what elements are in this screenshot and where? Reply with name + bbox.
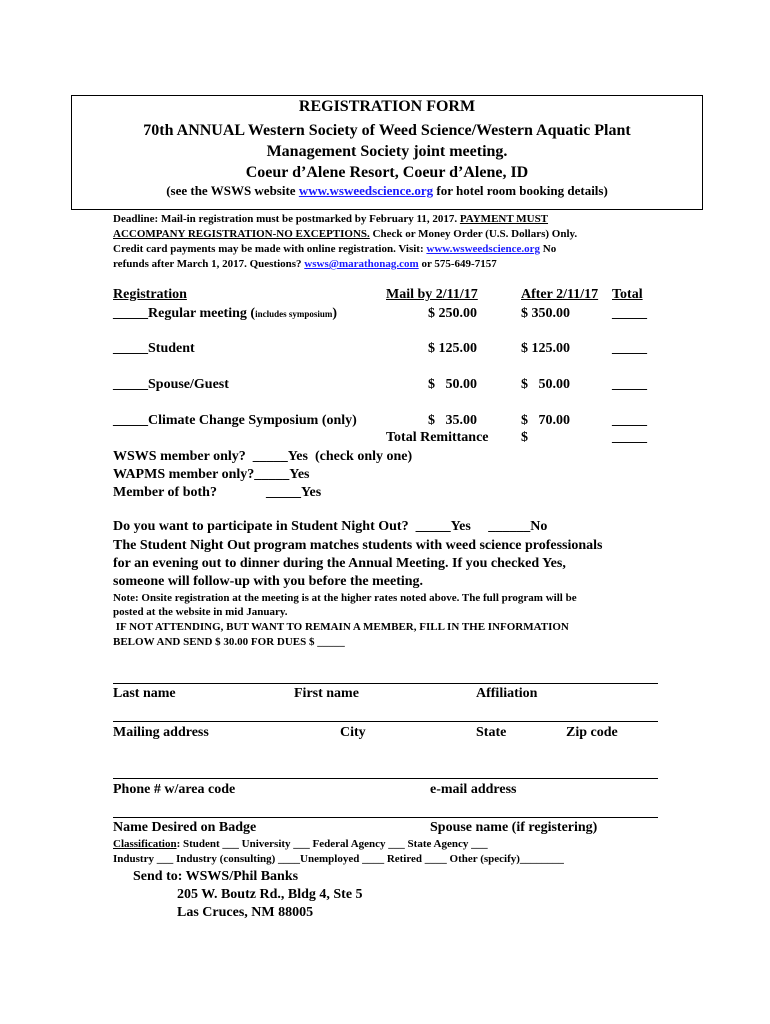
address-field-line[interactable] [113, 778, 658, 779]
student-night-line-2: for an evening out to dinner during the Annual Meeting. If you checked Yes, [113, 556, 566, 571]
total-remittance-dollar: $ [521, 430, 528, 445]
refunds-text: refunds after March 1, 2017. Questions? [113, 258, 305, 270]
spouse-label: Spouse name (if registering) [430, 820, 598, 835]
affiliation-label: Affiliation [476, 686, 538, 701]
row-symposium-mail: $ 35.00 [428, 413, 477, 428]
classification-options-1[interactable]: : Student ___ University ___ Federal Agency ___ State Agency ___ [176, 838, 488, 850]
send-to-line-2: 205 W. Boutz Rd., Bldg 4, Ste 5 [177, 887, 363, 902]
row-symposium-label: _____Climate Change Symposium (only) [113, 413, 357, 428]
note-line-3: IF NOT ATTENDING, BUT WANT TO REMAIN A MEMBER, FILL IN THE INFORMATION [113, 621, 569, 633]
col-total: Total [612, 287, 643, 302]
mailing-address-label: Mailing address [113, 725, 209, 740]
col-mail-by: Mail by 2/11/17 [386, 287, 478, 302]
student-night-line-1: The Student Night Out program matches students with weed science professionals [113, 538, 603, 553]
phone-field-line[interactable] [113, 817, 658, 818]
zip-label: Zip code [566, 725, 618, 740]
row-student-mail: $ 125.00 [428, 341, 477, 356]
send-to-line-1: Send to: WSWS/Phil Banks [133, 869, 299, 884]
deadline-line-3 [113, 243, 556, 255]
row-spouse-after: $ 50.00 [521, 377, 570, 392]
note-line-2: posted at the website in mid January. [113, 606, 288, 618]
no-exceptions: ACCOMPANY REGISTRATION-NO EXCEPTIONS. [113, 228, 370, 240]
total-remittance-blank[interactable]: _____ [612, 430, 647, 445]
both-member-yes[interactable]: _____Yes [266, 485, 322, 500]
student-night-question[interactable]: Do you want to participate in Student Night Out? _____Yes ______No [113, 519, 548, 534]
deadline-text: Deadline: Mail-in registration must be postmarked by February 11, 2017. [113, 213, 460, 225]
row-regular-mail: $ 250.00 [428, 306, 477, 321]
state-label: State [476, 725, 507, 740]
first-name-label: First name [294, 686, 359, 701]
meeting-title: 70th ANNUAL Western Society of Weed Science/Western Aquatic Plant [143, 122, 631, 139]
hotel-note-suffix: for hotel room booking details) [433, 183, 608, 198]
row-regular-after: $ 350.00 [521, 306, 570, 321]
row-spouse-total[interactable]: _____ [612, 377, 647, 392]
row-student-total[interactable]: _____ [612, 341, 647, 356]
note-line-4: BELOW AND SEND $ 30.00 FOR DUES $ _____ [113, 636, 345, 648]
wapms-member[interactable]: WAPMS member only?_____Yes [113, 467, 310, 482]
payment-method: Check or Money Order (U.S. Dollars) Only. [369, 228, 578, 240]
row-student-label: _____Student [113, 341, 195, 356]
row-symposium-total[interactable]: _____ [612, 413, 647, 428]
row-regular-note: includes symposium [255, 309, 333, 319]
deadline-line-4 [113, 258, 497, 270]
classification-label: Classification [113, 838, 177, 850]
row-student-after: $ 125.00 [521, 341, 570, 356]
send-to-line-3: Las Cruces, NM 88005 [177, 905, 314, 920]
city-label: City [340, 725, 366, 740]
row-regular [113, 306, 337, 322]
meeting-title-2: Management Society joint meeting. [266, 143, 508, 160]
row-regular-total[interactable]: _____ [612, 306, 647, 321]
hotel-note-prefix: (see the WSWS website [166, 183, 299, 198]
wsws-member[interactable]: WSWS member only? _____Yes (check only one) [113, 449, 413, 464]
total-remittance-label: Total Remittance [386, 430, 489, 445]
note-line-1: Note: Onsite registration at the meeting is at the higher rates noted above. The full program will be [113, 592, 577, 604]
email-link[interactable]: wsws@marathonag.com [304, 258, 419, 270]
website-link[interactable]: www.wsweedscience.org [298, 183, 434, 198]
deadline-line-2 [113, 228, 577, 240]
no-text: No [540, 243, 557, 255]
phone-label: Phone # w/area code [113, 782, 236, 797]
row-regular-label: _____Regular meeting ( [113, 306, 256, 321]
meeting-location: Coeur d’Alene Resort, Coeur d’Alene, ID [245, 164, 529, 181]
student-night-line-3: someone will follow-up with you before the meeting. [113, 574, 424, 589]
hotel-note [71, 183, 703, 199]
phone-text: or 575-649-7157 [418, 258, 497, 270]
registration-link[interactable]: www.wsweedscience.org [426, 243, 541, 255]
col-after: After 2/11/17 [521, 287, 599, 302]
row-symposium-after: $ 70.00 [521, 413, 570, 428]
col-registration: Registration [113, 287, 187, 302]
last-name-label: Last name [113, 686, 176, 701]
credit-card-text: Credit card payments may be made with online registration. Visit: [113, 243, 427, 255]
row-spouse-mail: $ 50.00 [428, 377, 477, 392]
both-member-label: Member of both? [113, 485, 217, 500]
badge-label: Name Desired on Badge [113, 820, 257, 835]
classification-line-1 [113, 838, 488, 850]
row-spouse-label: _____Spouse/Guest [113, 377, 229, 392]
name-field-line[interactable] [113, 721, 658, 722]
email-label: e-mail address [430, 782, 517, 797]
deadline-line-1 [113, 213, 548, 225]
payment-must: PAYMENT MUST [459, 213, 549, 225]
row-regular-close: ) [332, 306, 338, 321]
divider-line [113, 683, 658, 684]
form-title: REGISTRATION FORM [298, 98, 476, 115]
classification-line-2[interactable]: Industry ___ Industry (consulting) ____Unemployed ____ Retired ____ Other (specify)________ [113, 853, 564, 865]
